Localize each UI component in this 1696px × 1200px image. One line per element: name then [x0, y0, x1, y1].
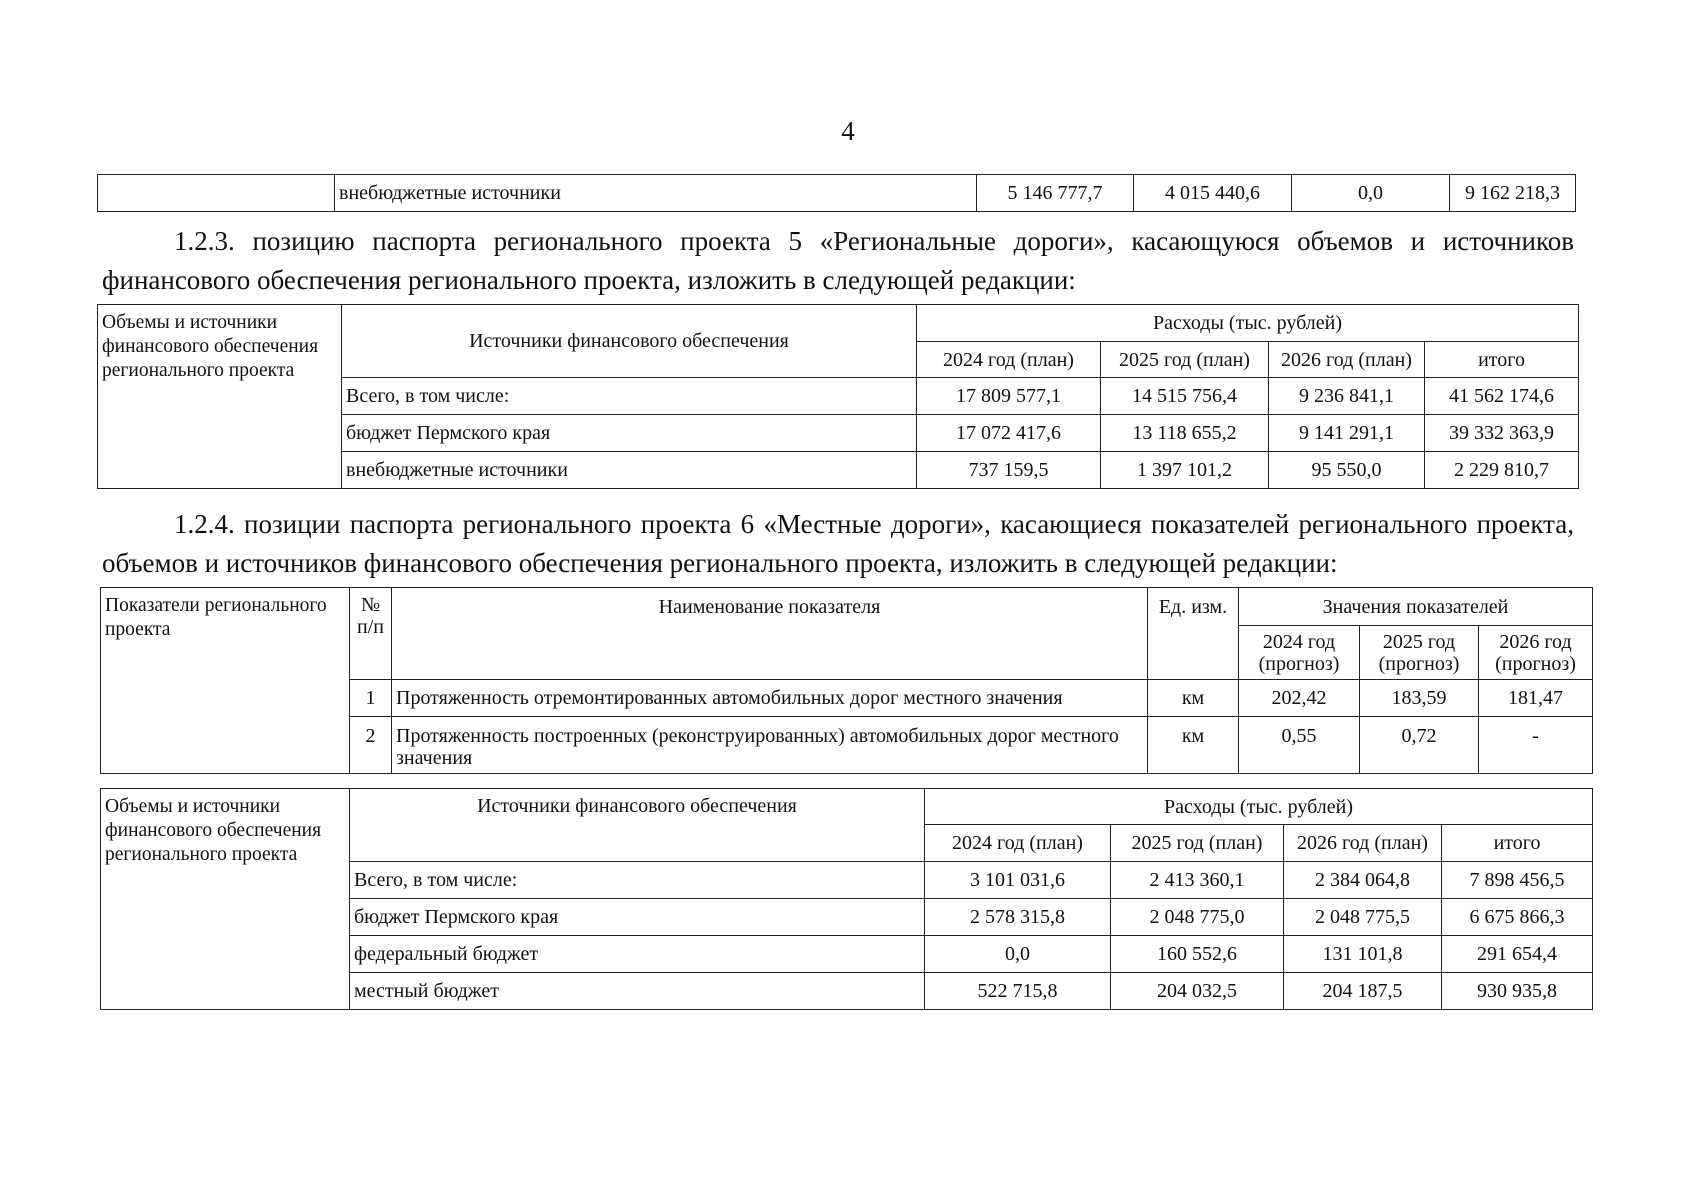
value-cell: 9 236 841,1 [1269, 378, 1425, 415]
column-header: 2024 год (план) [925, 825, 1111, 862]
value-cell: 17 809 577,1 [917, 378, 1101, 415]
value-cell: 14 515 756,4 [1101, 378, 1269, 415]
indicators-table-local-roads [100, 587, 1593, 774]
row-label: Объемы и источники финансового обеспечения регионального проекта [98, 305, 342, 489]
row-number: 2 [350, 717, 392, 774]
value-cell: 160 552,6 [1111, 936, 1284, 973]
column-header: 2024 год (прогноз) [1239, 626, 1360, 680]
value-cell: 183,59 [1360, 680, 1479, 717]
value-cell: 2 048 775,5 [1284, 899, 1442, 936]
value-cell: 131 101,8 [1284, 936, 1442, 973]
indicator-name-header: Наименование показателя [392, 588, 1148, 680]
value-cell: 2 578 315,8 [925, 899, 1111, 936]
value-cell: 291 654,4 [1442, 936, 1593, 973]
column-header: 2026 год (прогноз) [1479, 626, 1593, 680]
row-label: Показатели регионального проекта [101, 588, 350, 774]
value-cell: 0,0 [1292, 175, 1450, 212]
value-cell: 204 187,5 [1284, 973, 1442, 1010]
source-name: местный бюджет [350, 973, 925, 1010]
value-cell: 737 159,5 [917, 452, 1101, 489]
column-header: 2025 год (прогноз) [1360, 626, 1479, 680]
value-cell: 13 118 655,2 [1101, 415, 1269, 452]
table-row [101, 789, 1593, 825]
value-cell: 9 141 291,1 [1269, 415, 1425, 452]
unit-cell: км [1148, 680, 1239, 717]
source-name: внебюджетные источники [342, 452, 917, 489]
indicator-name: Протяженность построенных (реконструированных) автомобильных дорог местного значения [392, 717, 1148, 774]
column-header: 2026 год (план) [1284, 825, 1442, 862]
value-cell: 17 072 417,6 [917, 415, 1101, 452]
unit-header: Ед. изм. [1148, 588, 1239, 680]
value-cell: 2 413 360,1 [1111, 862, 1284, 899]
value-cell: 9 162 218,3 [1450, 175, 1576, 212]
value-cell: 2 048 775,0 [1111, 899, 1284, 936]
value-cell: 0,55 [1239, 717, 1360, 774]
page-number: 4 [841, 116, 855, 146]
paragraph-1-2-3: 1.2.3. позицию паспорта регионального проекта 5 «Региональные дороги», касающуюся объемов и источников финансового обеспечения регионального проекта, изложить в следующей редакции: [102, 226, 1574, 295]
sources-header: Источники финансового обеспечения [350, 789, 925, 862]
column-header: 2025 год (план) [1101, 342, 1269, 378]
source-name: бюджет Пермского края [350, 899, 925, 936]
value-cell: 5 146 777,7 [977, 175, 1134, 212]
value-cell: 181,47 [1479, 680, 1593, 717]
unit-cell: км [1148, 717, 1239, 774]
value-cell: 4 015 440,6 [1134, 175, 1292, 212]
value-cell: 6 675 866,3 [1442, 899, 1593, 936]
source-name: внебюджетные источники [335, 175, 977, 212]
value-cell: 95 550,0 [1269, 452, 1425, 489]
source-name: Всего, в том числе: [350, 862, 925, 899]
number-header: № п/п [350, 588, 392, 680]
row-label: Объемы и источники финансового обеспечения регионального проекта [101, 789, 350, 1010]
empty-cell [98, 175, 335, 212]
value-cell: - [1479, 717, 1593, 774]
value-cell: 2 384 064,8 [1284, 862, 1442, 899]
values-header: Значения показателей [1239, 588, 1593, 626]
column-header: 2026 год (план) [1269, 342, 1425, 378]
financing-table-regional-roads [97, 304, 1579, 489]
value-cell: 0,72 [1360, 717, 1479, 774]
table-row [98, 175, 1576, 212]
value-cell: 3 101 031,6 [925, 862, 1111, 899]
value-cell: 39 332 363,9 [1425, 415, 1579, 452]
column-header: итого [1442, 825, 1593, 862]
source-name: Всего, в том числе: [342, 378, 917, 415]
column-header: итого [1425, 342, 1579, 378]
sources-header: Источники финансового обеспечения [342, 305, 917, 378]
expenses-header: Расходы (тыс. рублей) [917, 305, 1579, 342]
value-cell: 522 715,8 [925, 973, 1111, 1010]
column-header: 2025 год (план) [1111, 825, 1284, 862]
paragraph-1-2-4: 1.2.4. позиции паспорта регионального проекта 6 «Местные дороги», касающиеся показателей регионального проекта, объемов и источников финансового обеспечения регионального проекта, изложить в следующей редакции: [102, 509, 1574, 578]
row-number: 1 [350, 680, 392, 717]
value-cell: 2 229 810,7 [1425, 452, 1579, 489]
value-cell: 0,0 [925, 936, 1111, 973]
table-row [101, 588, 1593, 626]
source-name: федеральный бюджет [350, 936, 925, 973]
source-name: бюджет Пермского края [342, 415, 917, 452]
value-cell: 202,42 [1239, 680, 1360, 717]
continuation-table [97, 174, 1576, 212]
value-cell: 930 935,8 [1442, 973, 1593, 1010]
table-row [98, 305, 1579, 342]
value-cell: 1 397 101,2 [1101, 452, 1269, 489]
financing-table-local-roads [100, 788, 1593, 1010]
column-header: 2024 год (план) [917, 342, 1101, 378]
value-cell: 41 562 174,6 [1425, 378, 1579, 415]
value-cell: 204 032,5 [1111, 973, 1284, 1010]
expenses-header: Расходы (тыс. рублей) [925, 789, 1593, 825]
indicator-name: Протяженность отремонтированных автомобильных дорог местного значения [392, 680, 1148, 717]
value-cell: 7 898 456,5 [1442, 862, 1593, 899]
